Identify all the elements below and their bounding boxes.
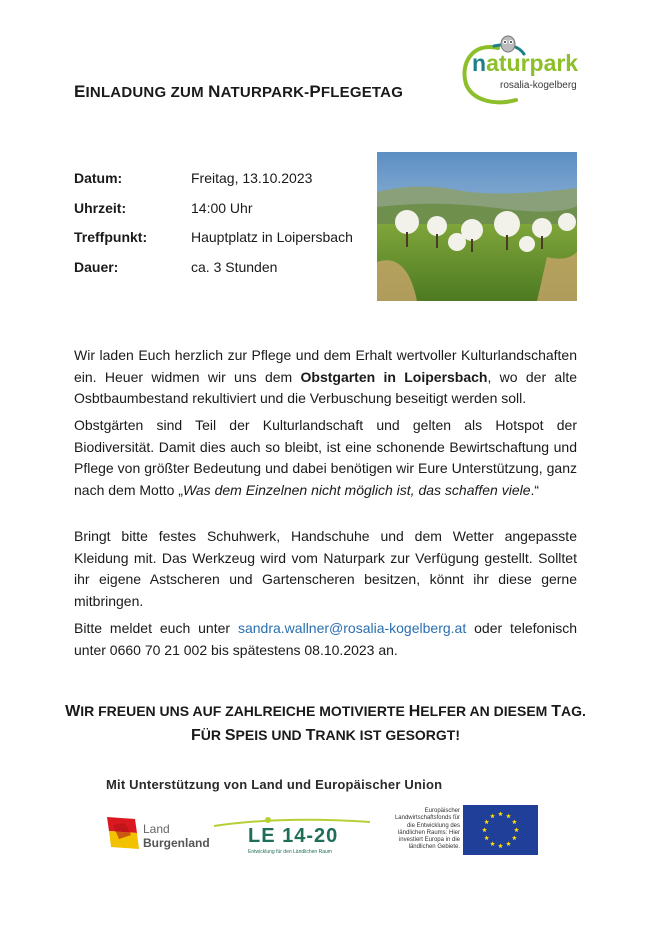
le-title: LE 14-20 xyxy=(248,825,339,847)
event-details xyxy=(74,170,353,288)
eu-flag-icon xyxy=(463,805,538,855)
orchard-photo xyxy=(377,152,577,301)
burgenland-flag-icon xyxy=(105,815,141,853)
detail-row-date xyxy=(74,170,353,200)
burgenland-label: Burgenland xyxy=(143,836,210,850)
detail-row-meeting-point xyxy=(74,229,353,259)
page-title: EINLADUNG ZUM NATURPARK-PFLEGETAG xyxy=(74,82,404,101)
paragraph-intro: Wir laden Euch herzlich zur Pflege und dem Erhalt wertvoller Kulturlandschaften ein. Heuer widmen wir uns dem Obstgarten in Loipersbach, wo der alte Osbtbaumbestand rekultiviert und die Verbuschung beseitigt werden soll. xyxy=(74,347,578,406)
detail-value: Hauptplatz in Loipersbach xyxy=(191,229,353,245)
motto-quote: Was dem Einzelnen nicht möglich ist, das schaffen viele xyxy=(182,481,531,498)
detail-label: Uhrzeit: xyxy=(74,199,127,216)
paragraph-biodiversity: Obstgärten sind Teil der Kulturlandschaft und gelten als Hotspot der Biodiversität. Damit dies auch so bleibt, ist eine schonende Bewirtschaftung und Pflege von größter Bedeutung und dabei benötigen wir Eure Unterstützung, ganz nach dem Motto „Was dem Einzelnen nicht möglich ist, das schaffen viele.“ xyxy=(74,417,577,498)
detail-label: Datum: xyxy=(74,170,123,186)
eu-fund-text: Europäischer Landwirtschaftsfonds für die Entwicklung des ländlichen Raums: Hier investiert Europa in die ländlichen Gebiete. xyxy=(394,808,460,851)
logo-wordmark: naturpark xyxy=(472,50,579,76)
land-label: Land xyxy=(143,822,170,836)
land-burgenland-logo xyxy=(105,815,215,855)
email-link[interactable]: sandra.wallner@rosalia-kogelberg.at xyxy=(237,620,467,636)
detail-label: Dauer: xyxy=(74,258,119,275)
highlight-orchard: Obstgarten in Loipersbach xyxy=(300,368,488,385)
detail-value: Freitag, 13.10.2023 xyxy=(191,170,313,186)
logo-subtitle: rosalia-kogelberg xyxy=(500,80,577,91)
detail-row-duration xyxy=(74,259,353,289)
closing-line-2: FÜR SPEIS UND TRANK IST GESORGT! xyxy=(190,727,461,744)
le-subtitle: Entwicklung für den Ländlichen Raum xyxy=(248,849,332,855)
detail-value: 14:00 Uhr xyxy=(191,199,253,216)
closing-line-1: WIR FREUEN UNS AUF ZAHLREICHE MOTIVIERTE HELFER AN DIESEM TAG. xyxy=(65,703,586,720)
naturpark-logo xyxy=(458,34,583,112)
le-14-20-logo xyxy=(212,812,372,858)
detail-label: Treffpunkt: xyxy=(74,229,148,245)
paragraph-equipment: Bringt bitte festes Schuhwerk, Handschuhe und dem Wetter angepasste Kleidung mit. Das Werkzeug wird vom Naturpark zur Verfügung gestellt. Solltet ihr eigene Astscheren und Gartenscheren besitzen, könnt ihr diese gerne mitbringen. xyxy=(74,528,577,609)
detail-value: ca. 3 Stunden xyxy=(191,258,278,275)
paragraph-registration: Bitte meldet euch unter sandra.wallner@rosalia-kogelberg.at oder telefonisch unter 0660 70 21 002 bis spätestens 08.10.2023 an. xyxy=(74,620,577,658)
support-heading: Mit Unterstützung von Land und Europäischer Union xyxy=(106,777,443,792)
detail-row-time xyxy=(74,200,353,230)
